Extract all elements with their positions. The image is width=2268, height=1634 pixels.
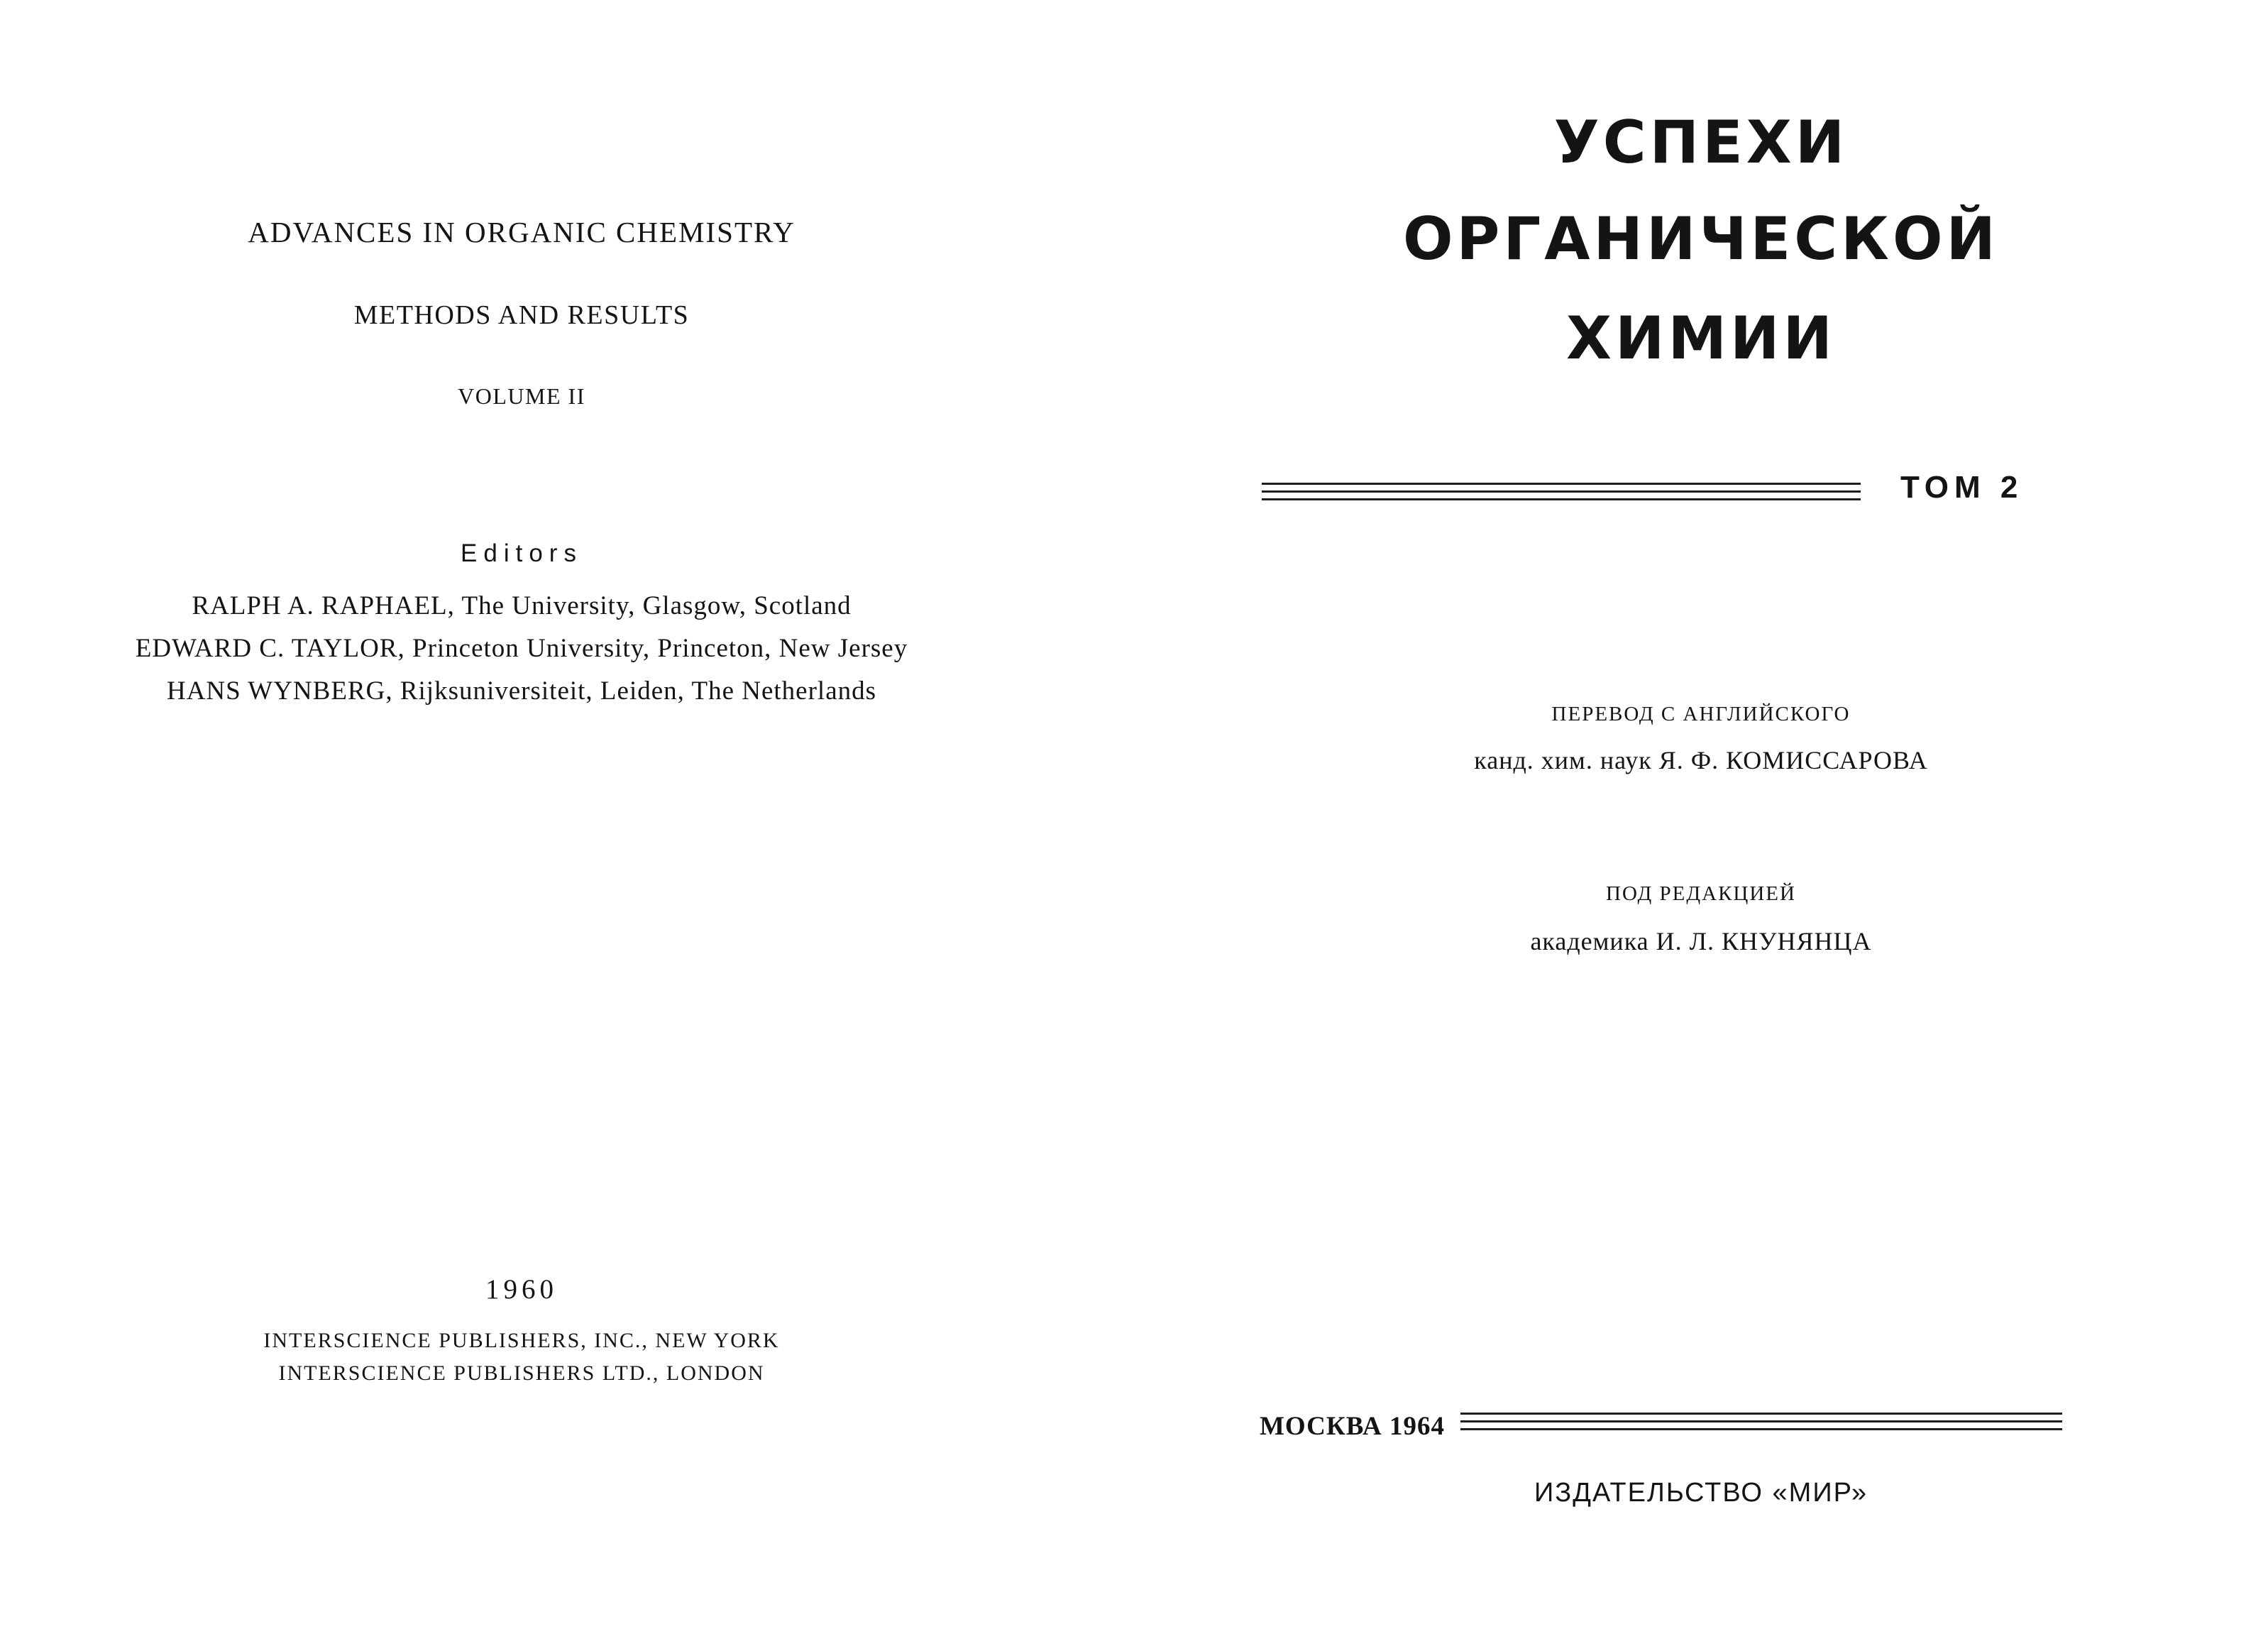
translation-label: ПЕРЕВОД С АНГЛИЙСКОГО: [1551, 703, 1851, 725]
triple-rule-top: [1262, 483, 1861, 511]
publisher-line: INTERSCIENCE PUBLISHERS LTD., LONDON: [278, 1361, 765, 1385]
volume-number: ТОМ 2: [1900, 470, 2024, 505]
editor-line: EDWARD C. TAYLOR, Princeton University, Princeton, New Jersey: [135, 634, 908, 663]
series-title: ADVANCES IN ORGANIC CHEMISTRY: [248, 216, 796, 248]
rule-line: [1262, 490, 1861, 493]
translator-name: канд. хим. наук Я. Ф. КОМИССАРОВА: [1474, 746, 1928, 774]
book-title-line: ХИМИИ: [1566, 304, 1836, 373]
rule-line: [1262, 498, 1861, 500]
editor-name: академика И. Л. КНУНЯНЦА: [1530, 927, 1872, 955]
russian-title-page: [1134, 0, 2268, 1634]
editor-line: RALPH A. RAPHAEL, The University, Glasgow, Scotland: [192, 591, 852, 620]
publisher-name: ИЗДАТЕЛЬСТВО «МИР»: [1534, 1478, 1868, 1508]
rule-line: [1460, 1420, 2062, 1422]
volume-label: VOLUME II: [458, 383, 585, 409]
book-title-line: ОРГАНИЧЕСКОЙ: [1403, 204, 1999, 273]
city-year: МОСКВА 1964: [1260, 1412, 1446, 1441]
rule-line: [1460, 1413, 2062, 1415]
editor-label: ПОД РЕДАКЦИЕЙ: [1606, 882, 1796, 905]
publication-year: 1960: [485, 1274, 558, 1305]
book-title-line: УСПЕХИ: [1553, 108, 1849, 177]
editors-heading: Editors: [461, 539, 583, 567]
triple-rule-bottom: [1460, 1413, 2062, 1441]
rule-line: [1262, 483, 1861, 485]
rule-line: [1460, 1428, 2062, 1430]
editor-line: HANS WYNBERG, Rijksuniversiteit, Leiden, The Netherlands: [166, 676, 877, 706]
subtitle: METHODS AND RESULTS: [353, 300, 690, 330]
publisher-line: INTERSCIENCE PUBLISHERS, INC., NEW YORK: [263, 1329, 780, 1352]
